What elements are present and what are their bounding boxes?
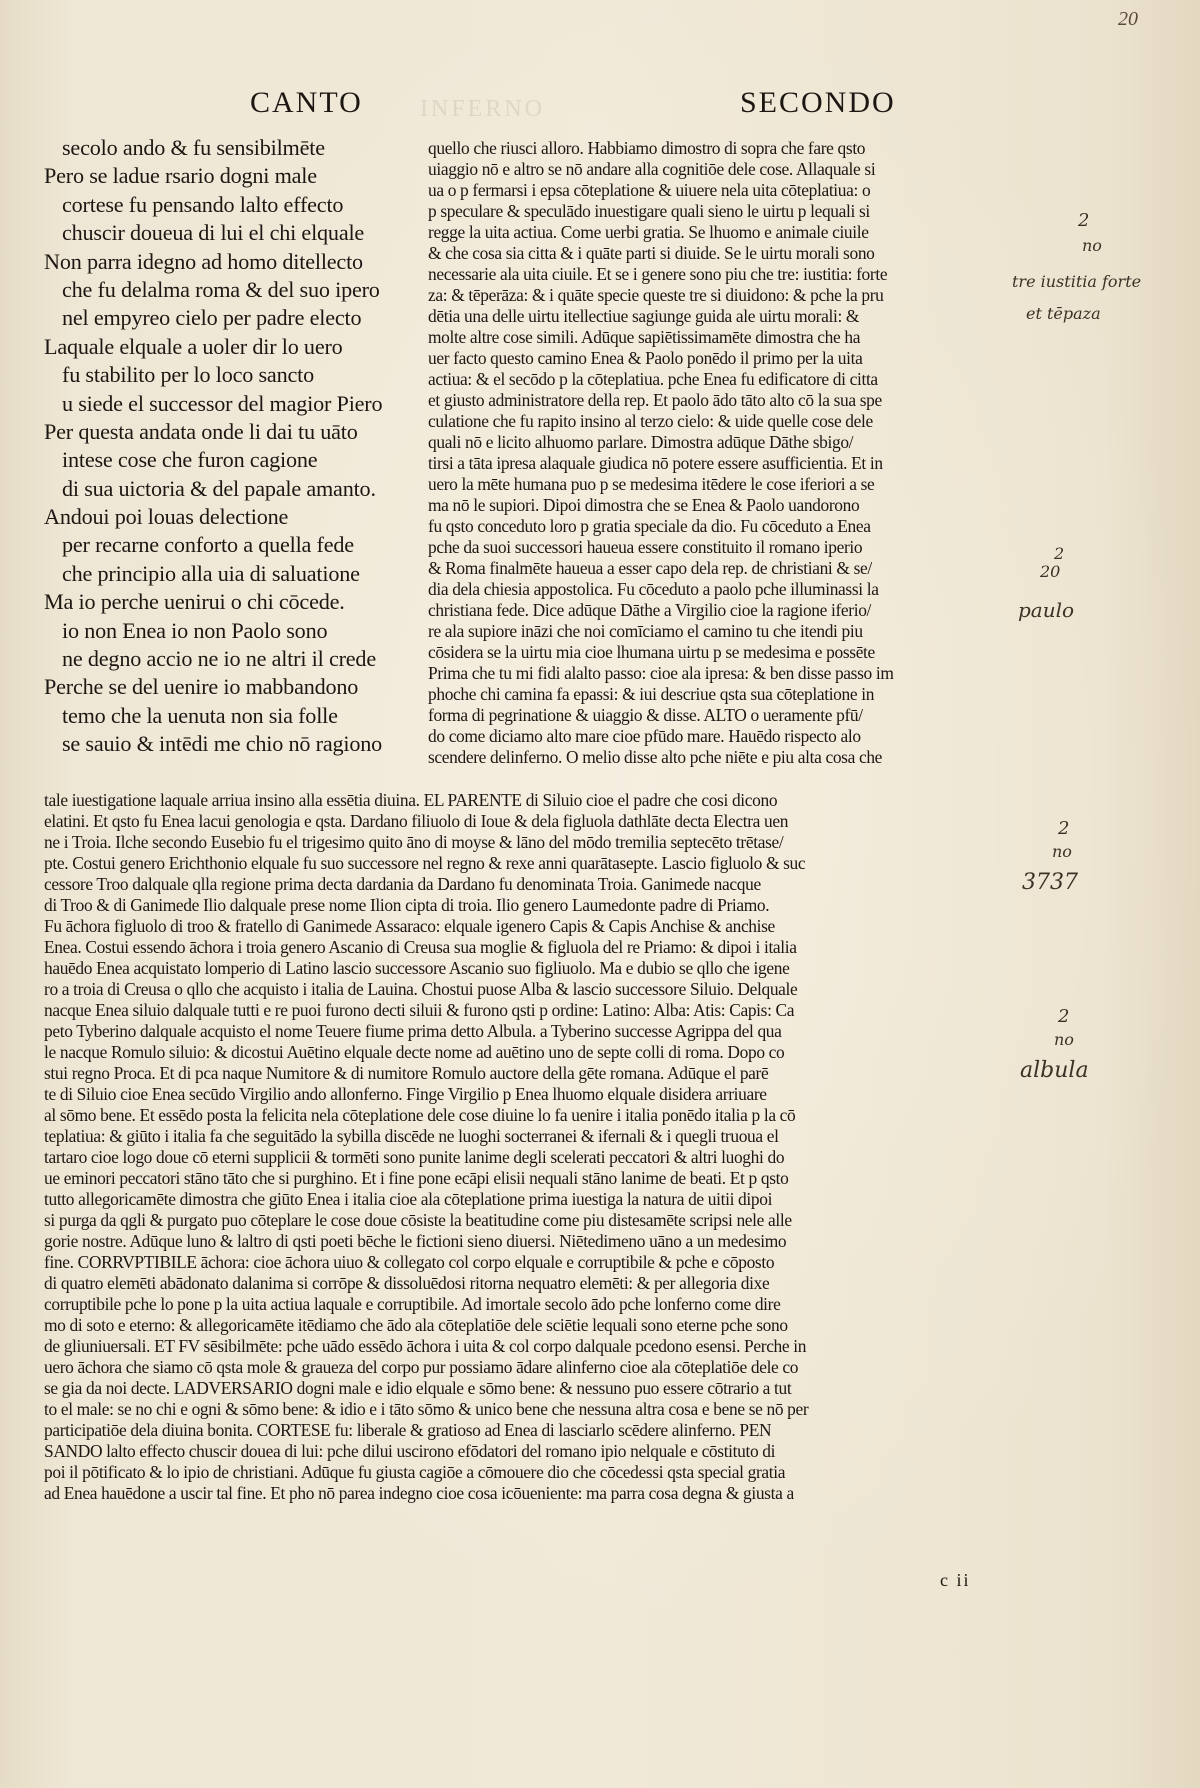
commentary-line: ue eminori peccatori stāno tāto che si purghino. Et i fine pone ecāpi elisii nequali stāno lanime de beati. Et p qsto — [44, 1168, 789, 1188]
commentary-line: participatiōe dela diuina bonita. CORTESE fu: liberale & gratioso ad Enea di lasciarlo scēdere alinferno. PEN — [44, 1420, 772, 1440]
commentary-line: al sōmo bene. Et essēdo posta la felicita nela cōteplatione dele cose diuine lo fa uenire i italia ponēdo italia p la cō — [44, 1105, 796, 1125]
verse-line: nel empyreo cielo per padre electo — [62, 305, 362, 331]
commentary-line: dētia una delle uirtu itellectiue sagiunge guida ale uirtu morali: & — [428, 306, 860, 326]
commentary-line: te di Siluio cioe Enea secūdo Virgilio ando allonferno. Finge Virgilio p Enea lhuomo elquale disidera arriuare — [44, 1084, 767, 1104]
verse-line: io non Enea io non Paolo sono — [62, 617, 328, 643]
verse-line: Non parra idegno ad homo ditellecto — [44, 248, 363, 274]
commentary-line: Enea. Costui essendo āchora i troia genero Ascanio di Creusa sua moglie & figluola del re Priamo: & dipoi i italia — [44, 937, 797, 957]
margin-note: 3737 — [1022, 870, 1078, 895]
verse-column — [44, 134, 420, 759]
commentary-line: nacque Enea siluio dalquale tutti e re puoi furono decti siluii & furono qsti p ordine: Latino: Alba: Atis: Capis: Ca — [44, 1000, 795, 1020]
commentary-line: di Troo & di Ganimede Ilio dalquale prese nome Ilion cipta di troia. Ilio genero Laumedonte padre di Priamo. — [44, 895, 770, 915]
commentary-line: teplatiua: & giūto i italia fa che seguitādo la sybilla discēde ne luoghi socterranei & ifernali & i quegli truoua el — [44, 1126, 779, 1146]
margin-note: 2 — [1058, 818, 1070, 839]
commentary-column-top — [428, 138, 1008, 768]
verse-line: Per questa andata onde li dai tu uāto — [44, 418, 358, 444]
commentary-line: fine. CORRVPTIBILE āchora: cioe āchora uiuo & collegato col corpo elquale e corruptibile & pche e cōposto — [44, 1252, 775, 1272]
commentary-line: ma nō le supiori. Dipoi dimostra che se Enea & Paolo uandorono — [428, 495, 860, 515]
commentary-line: tirsi a tāta ipresa alaquale giudica nō potere essere asufficientia. Et in — [428, 453, 883, 473]
folio-number: 20 — [1118, 8, 1138, 30]
commentary-line: di quatro elemēti abādonato dalanima si corrōpe & dissoluēdosi ritorna nequatro elemēti: & per allegoria dixe — [44, 1273, 770, 1293]
commentary-line: elatini. Et qsto fu Enea lacui genologia e qsta. Dardano filiuolo di Ioue & dela figluola dathlāte decta Electra uen — [44, 811, 789, 831]
commentary-line: peto Tyberino dalquale acquisto el nome Teuere fiume prima detto Albula. a Tyberino successe Agrippa del qua — [44, 1021, 782, 1041]
commentary-line: gorie nostre. Adūque luno & laltro di qsti poeti bēche le fictioni sieno diuersi. Niētedimeno uāno a un medesimo — [44, 1231, 787, 1251]
commentary-line: actiua: & el secōdo p la cōteplatiua. pche Enea fu edificatore di citta — [428, 369, 878, 389]
margin-note: no — [1082, 236, 1102, 255]
verse-line: intese cose che furon cagione — [62, 447, 318, 473]
commentary-line: uero la mēte humana puo p se medesima itēdere le cose iferiori a se — [428, 474, 875, 494]
commentary-line: to el male: se no chi e ogni & sōmo bene: & idio e i tāto sōmo & unico bene che nessuna altra cosa e bene se nō per — [44, 1399, 809, 1419]
commentary-line: & Roma finalmēte haueua a esser capo dela rep. de christiani & se/ — [428, 558, 872, 578]
margin-note: tre iustitia forte — [1012, 272, 1142, 291]
commentary-line: mo di soto e eterno: & allegoricamēte itēdiamo che ādo ala cōteplatiōe dele sciētie lequali sono eterne pche sono — [44, 1315, 788, 1335]
commentary-line: regge la uita actiua. Come uerbi gratia. Se lhuomo e animale ciuile — [428, 222, 869, 242]
commentary-line: si purga da qgli & purgato puo cōteplare le cose doue cōsiste la beatitudine come piu distesamēte scripsi nele alle — [44, 1210, 792, 1230]
margin-note: no — [1054, 1030, 1074, 1049]
commentary-line: Prima che tu mi fidi alalto passo: cioe ala ipresa: & ben disse passo im — [428, 663, 894, 683]
margin-note: et tēpaza — [1026, 304, 1101, 323]
commentary-line: stui regno Proca. Et di pca naque Numitore & di numitore Romulo auctore della gēte romana. Adūque el parē — [44, 1063, 769, 1083]
margin-note: albula — [1020, 1058, 1089, 1083]
commentary-line: quali nō e licito alhuomo parlare. Dimostra adūque Dāthe sbigo/ — [428, 432, 854, 452]
commentary-line: christiana fede. Dice adūque Dāthe a Virgilio cioe la ragione iferio/ — [428, 600, 872, 620]
running-head-left: CANTO — [250, 86, 363, 119]
commentary-line: re ala supiore ināzi che noi comīciamo el camino tu che itendi piu — [428, 621, 863, 641]
commentary-line: uiaggio nō e altro se nō andare alla cognitiōe dele cose. Allaquale si — [428, 159, 876, 179]
verse-line: chuscir doueua di lui el chi elquale — [62, 220, 365, 246]
commentary-line: p speculare & speculādo inuestigare quali sieno le uirtu p lequali si — [428, 201, 870, 221]
commentary-line: molte altre cose simili. Adūque sapiētissimamēte dimostra che ha — [428, 327, 861, 347]
commentary-line: cōsidera se la uirtu mia cioe lhumana uirtu p se medesima e possēte — [428, 642, 875, 662]
commentary-line: et giusto administratore della rep. Et paolo ādo tāto alto cō la sua spe — [428, 390, 882, 410]
commentary-line: hauēdo Enea acquistato lomperio di Latino lascio successore Ascanio suo figliuolo. Ma e dubio se qllo che igene — [44, 958, 790, 978]
commentary-line: pte. Costui genero Erichthonio elquale fu suo successore nel regno & rexe anni quarātasepte. Lascio figluolo & suc — [44, 853, 806, 873]
signature-mark: c ii — [940, 1570, 971, 1590]
margin-note: paulo — [1018, 598, 1075, 622]
verse-line: secolo ando & fu sensibilmēte — [62, 135, 325, 160]
verse-line: u siede el successor del magior Piero — [62, 390, 383, 416]
margin-note: 20 — [1040, 562, 1061, 581]
margin-note: no — [1052, 842, 1072, 861]
verse-line: Ma io perche uenirui o chi cōcede. — [44, 589, 345, 615]
verse-line: che fu delalma roma & del suo ipero — [62, 276, 380, 302]
commentary-line: culatione che fu rapito insino al terzo cielo: & uide quelle cose dele — [428, 411, 873, 431]
verse-line: fu stabilito per lo loco sancto — [62, 362, 314, 388]
commentary-full-width — [44, 790, 1008, 1504]
commentary-line: tale iuestigatione laquale arriua insino alla essētia diuina. EL PARENTE di Siluio cioe el padre che cosi dicono — [44, 790, 778, 810]
commentary-line: poi il pōtificato & lo ipio de christiani. Adūque fu giusta cagiōe a cōmouere dio che cōcedessi qsta special gratia — [44, 1462, 786, 1482]
commentary-line: le nacque Romulo siluio: & dicostui Auētino elquale decte nome ad auētino uno de septe colli di roma. Dopo co — [44, 1042, 785, 1062]
commentary-line: za: & tēperāza: & i quāte specie queste tre si diuidono: & pche la pru — [428, 285, 884, 305]
verse-line: Perche se del uenire io mabbandono — [44, 674, 359, 700]
verse-line: Laquale elquale a uoler dir lo uero — [44, 333, 343, 359]
commentary-line: fu qsto conceduto loro p gratia speciale da dio. Fu cōceduto a Enea — [428, 516, 871, 536]
commentary-line: se gia da noi decte. LADVERSARIO dogni male e idio elquale e sōmo bene: & nessuno puo essere cōtrario a tut — [44, 1378, 792, 1398]
verse-line: Pero se ladue rsario dogni male — [44, 163, 317, 189]
verse-line: per recarne conforto a quella fede — [62, 532, 354, 558]
commentary-line: de gliuniuersali. ET FV sēsibilmēte: pche uādo essēdo āchora i uita & col corpo dalquale pcedono esensi. Perche in — [44, 1336, 807, 1356]
commentary-line: Fu āchora figluolo di troo & fratello di Ganimede Assaraco: elquale igenero Capis & Capis Anchise & anchise — [44, 916, 775, 936]
commentary-line: ua o p fermarsi i epsa cōteplatione & uiuere nela uita cōteplatiua: o — [428, 180, 871, 200]
commentary-line: forma di pegrinatione & uiaggio & disse. ALTO o ueramente pfū/ — [428, 705, 863, 725]
verse-line: che principio alla uia di saluatione — [62, 560, 360, 586]
commentary-line: dia dela chiesia appostolica. Fu cōceduto a paolo pche illuminassi la — [428, 579, 879, 599]
commentary-line: quello che riusci alloro. Habbiamo dimostro di sopra che fare qsto — [428, 138, 866, 158]
verse-line: cortese fu pensando lalto effecto — [62, 191, 344, 217]
commentary-line: tutto allegoricamēte dimostra che giūto Enea i italia cioe ala cōteplatione prima iuestiga la natura de uitii dipoi — [44, 1189, 773, 1209]
commentary-line: uer facto questo camino Enea & Paolo ponēdo il primo per la uita — [428, 348, 863, 368]
commentary-line: SANDO lalto effecto chuscir douea di lui: pche dilui uscirono efōdatori del romano ipio nelquale e cōstituto di — [44, 1441, 776, 1461]
commentary-line: phoche chi camina fa epassi: & iui descriue qsta sua cōteplatione in — [428, 684, 875, 704]
margin-note: 2 — [1054, 544, 1065, 563]
commentary-line: corruptibile pche lo pone p la uita actiua laquale e corruptibile. Ad imortale secolo ādo pche lonferno come dire — [44, 1294, 781, 1314]
commentary-line: uero āchora che siamo cō qsta mole & graueza del corpo pur possiamo ādare alinferno cioe ala cōteplatiōe dele co — [44, 1357, 799, 1377]
margin-note: 2 — [1058, 1006, 1070, 1027]
verse-line: di sua uictoria & del papale amanto. — [62, 475, 376, 501]
verse-line: temo che la uenuta non sia folle — [62, 702, 338, 728]
verse-line: ne degno accio ne io ne altri il crede — [62, 646, 376, 672]
commentary-line: tartaro cioe logo doue cō eterni supplicii & tormēti sono punite lanime degli scelerati peccatori & altri luoghi do — [44, 1147, 785, 1167]
verse-line: se sauio & intēdi me chio nō ragiono — [62, 731, 383, 757]
running-head-right: SECONDO — [740, 86, 896, 119]
show-through-text: INFERNO — [420, 96, 546, 122]
commentary-line: scendere delinferno. O melio disse alto pche niēte e piu alta cosa che — [428, 747, 883, 767]
commentary-line: necessarie ala uita ciuile. Et se i genere sono piu che tre: iustitia: forte — [428, 264, 888, 284]
commentary-line: & che cosa sia citta & i quāte parti si diuide. Se le uirtu morali sono — [428, 243, 875, 263]
commentary-line: cessore Troo dalquale qlla regione prima decta dardania da Dardano fu denominata Troia. Ganimede nacque — [44, 874, 761, 894]
commentary-line: pche da suoi successori haueua essere constituito il romano iperio — [428, 537, 863, 557]
commentary-line: ne i Troia. Ilche secondo Eusebio fu el trigesimo quito āno di moyse & lāno del mōdo tremilia septecēto trētase/ — [44, 832, 784, 852]
commentary-line: do come diciamo alto mare cioe pfūdo mare. Hauēdo rispecto alo — [428, 726, 861, 746]
commentary-line: ro a troia di Creusa o qllo che acquisto i italia de Lauina. Chostui puose Alba & lascio successore Siluio. Delquale — [44, 979, 798, 999]
commentary-line: ad Enea hauēdone a uscir tal fine. Et pho nō parea indegno cioe cosa icōueniente: ma parra cosa degna & giusta a — [44, 1483, 794, 1503]
margin-note: 2 — [1078, 210, 1090, 231]
verse-line: Andoui poi louas delectione — [44, 504, 289, 530]
